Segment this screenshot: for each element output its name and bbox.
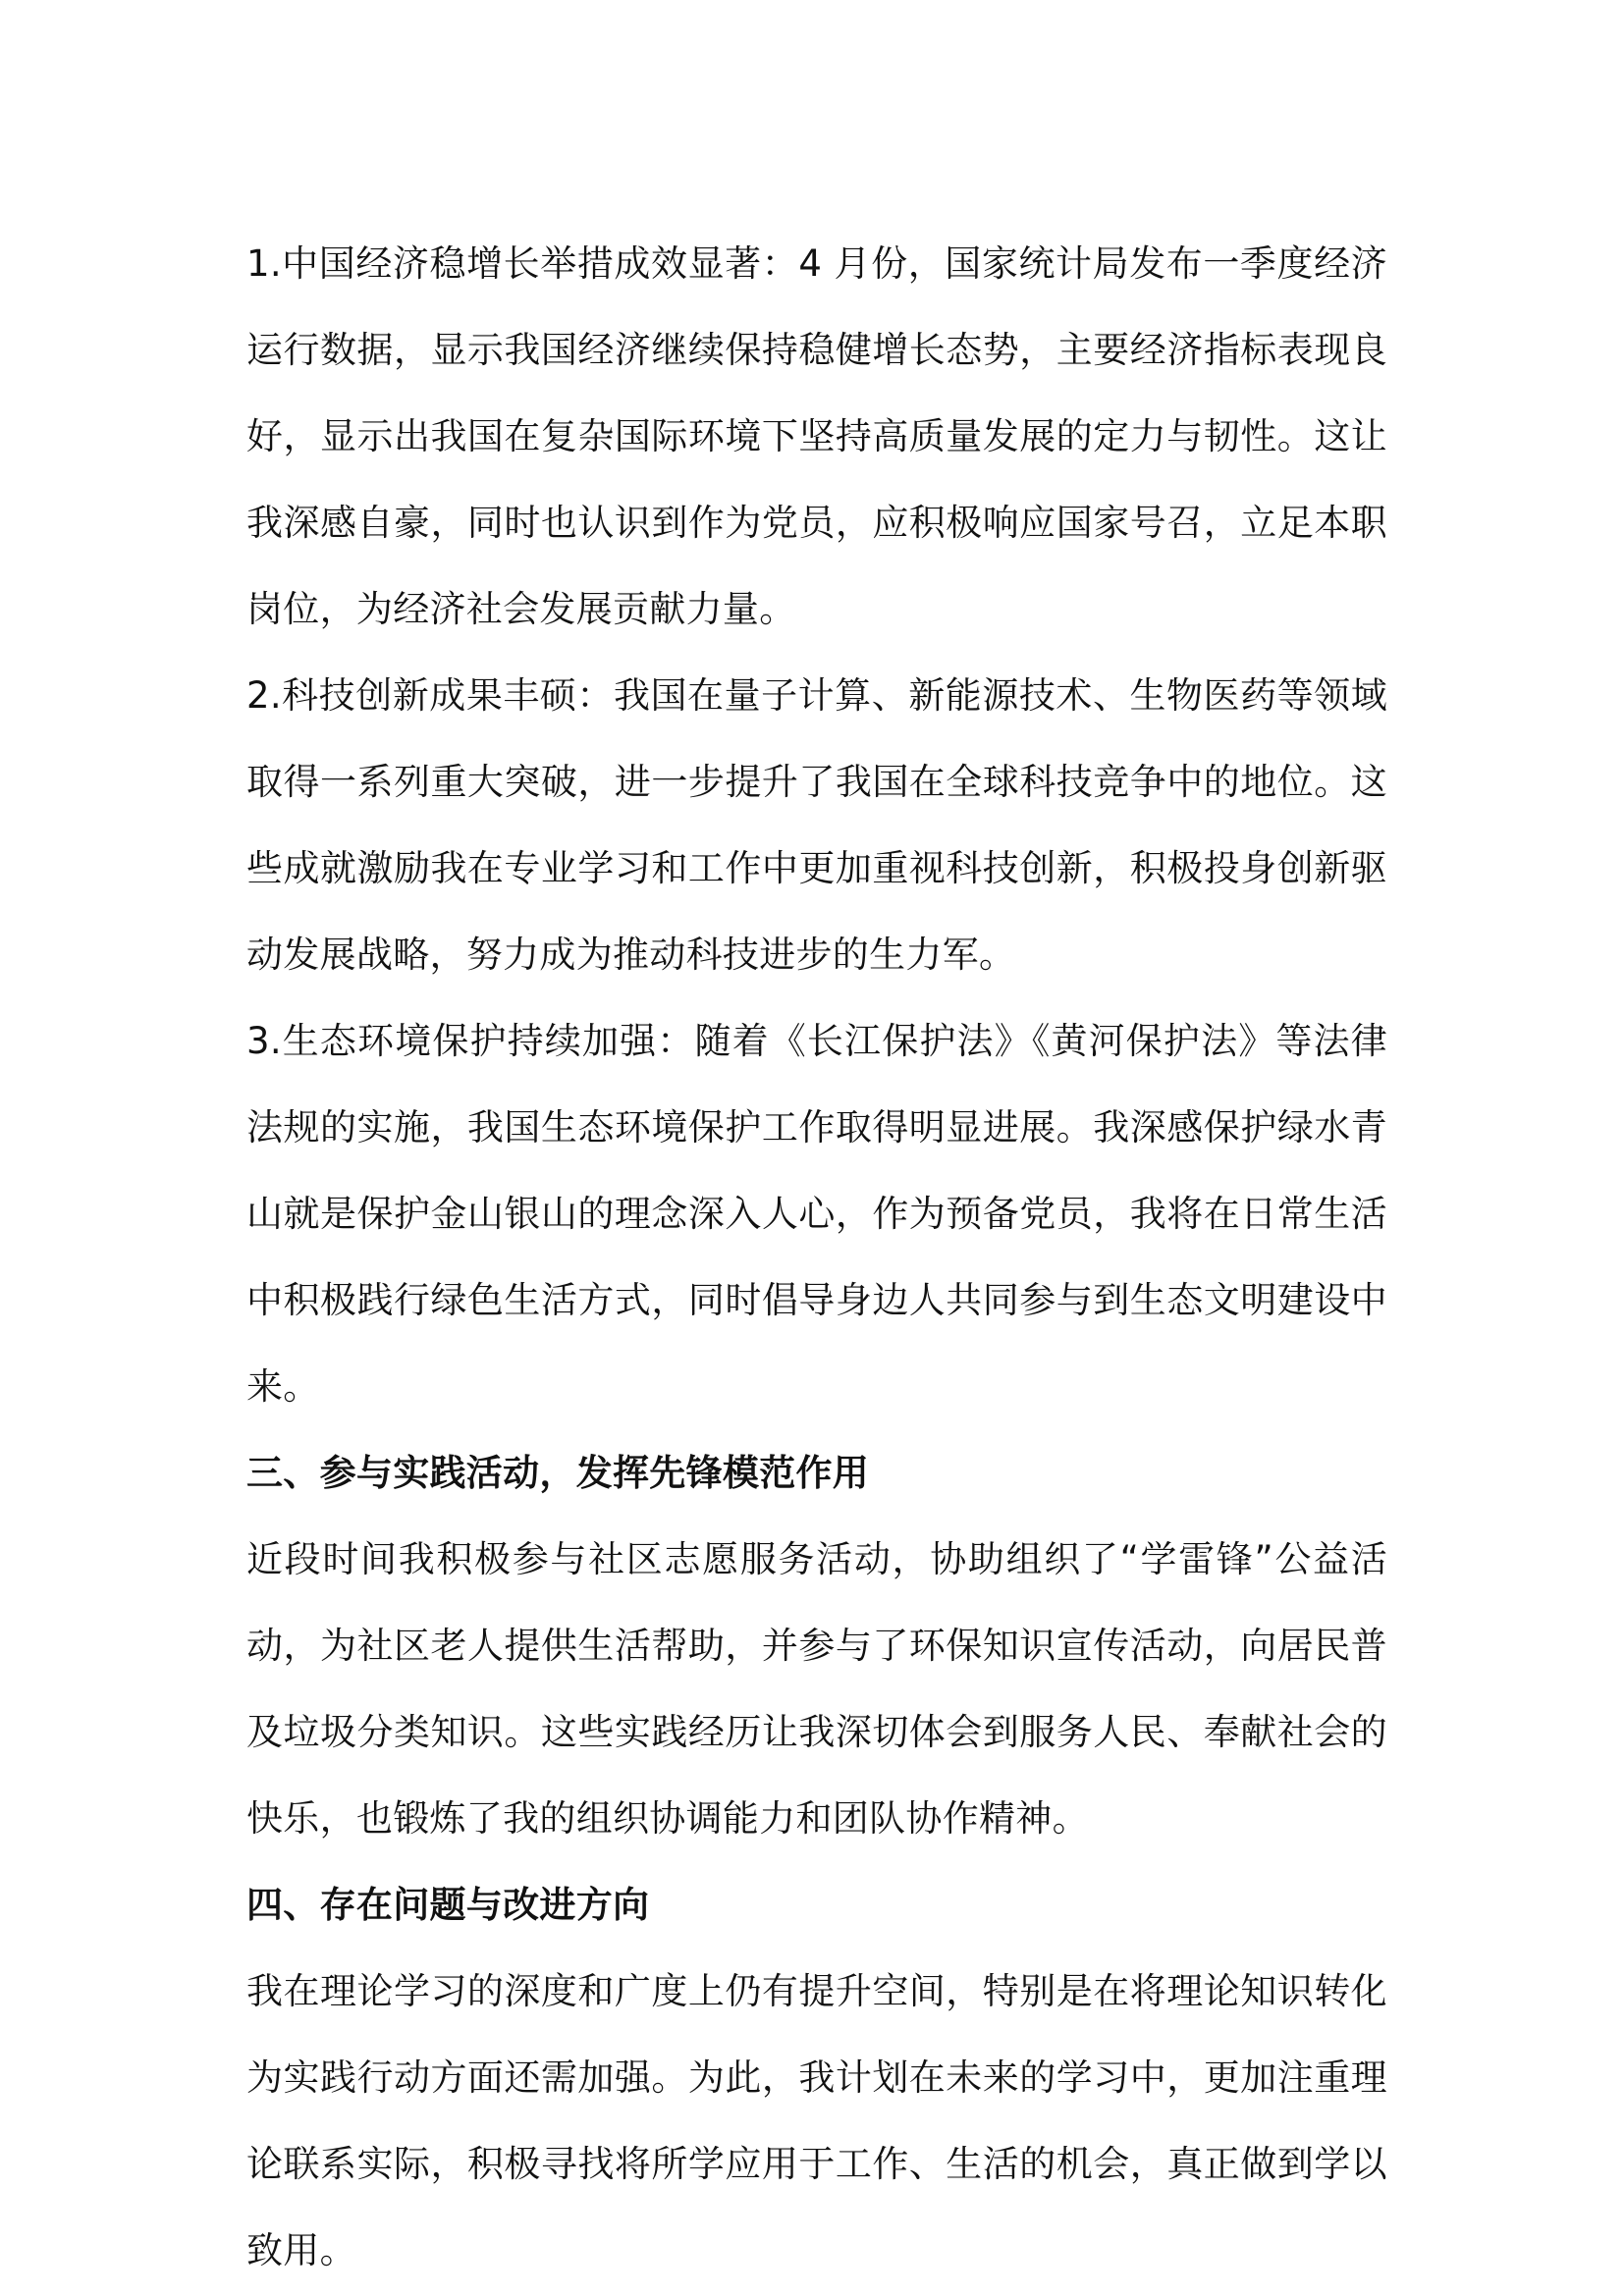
document-page bbox=[246, 221, 1387, 2294]
paragraph-practice: 近段时间我积极参与社区志愿服务活动，协助组织了“学雷锋”公益活动，为社区老人提供生活帮助，并参与了环保知识宣传活动，向居民普及垃圾分类知识。这些实践经历让我深切体会到服务人民、奉献社会的快乐，也锻炼了我的组织协调能力和团队协作精神。 bbox=[246, 1538, 1387, 1840]
paragraph-problems: 我在理论学习的深度和广度上仍有提升空间，特别是在将理论知识转化为实践行动方面还需加强。为此，我计划在未来的学习中，更加注重理论联系实际，积极寻找将所学应用于工作、生活的机会，真正做到学以致用。 bbox=[246, 1970, 1387, 2271]
paragraph-economy: 1.中国经济稳增长举措成效显著：4 月份，国家统计局发布一季度经济运行数据，显示我国经济继续保持稳健增长态势，主要经济指标表现良好，显示出我国在复杂国际环境下坚持高质量发展的定力与韧性。这让我深感自豪，同时也认识到作为党员，应积极响应国家号召，立足本职岗位，为经济社会发展贡献力量。 bbox=[246, 242, 1387, 630]
section-heading-problems: 四、存在问题与改进方向 bbox=[246, 1884, 650, 1926]
paragraph-technology: 2.科技创新成果丰硕：我国在量子计算、新能源技术、生物医药等领域取得一系列重大突破，进一步提升了我国在全球科技竞争中的地位。这些成就激励我在专业学习和工作中更加重视科技创新，积极投身创新驱动发展战略，努力成为推动科技进步的生力军。 bbox=[246, 674, 1387, 976]
paragraph-ecology: 3.生态环境保护持续加强：随着《长江保护法》《黄河保护法》等法律法规的实施，我国生态环境保护工作取得明显进展。我深感保护绿水青山就是保护金山银山的理念深入人心，作为预备党员，我将在日常生活中积极践行绿色生活方式，同时倡导身边人共同参与到生态文明建设中来。 bbox=[246, 1020, 1387, 1408]
section-heading-practice: 三、参与实践活动，发挥先锋模范作用 bbox=[246, 1452, 870, 1494]
